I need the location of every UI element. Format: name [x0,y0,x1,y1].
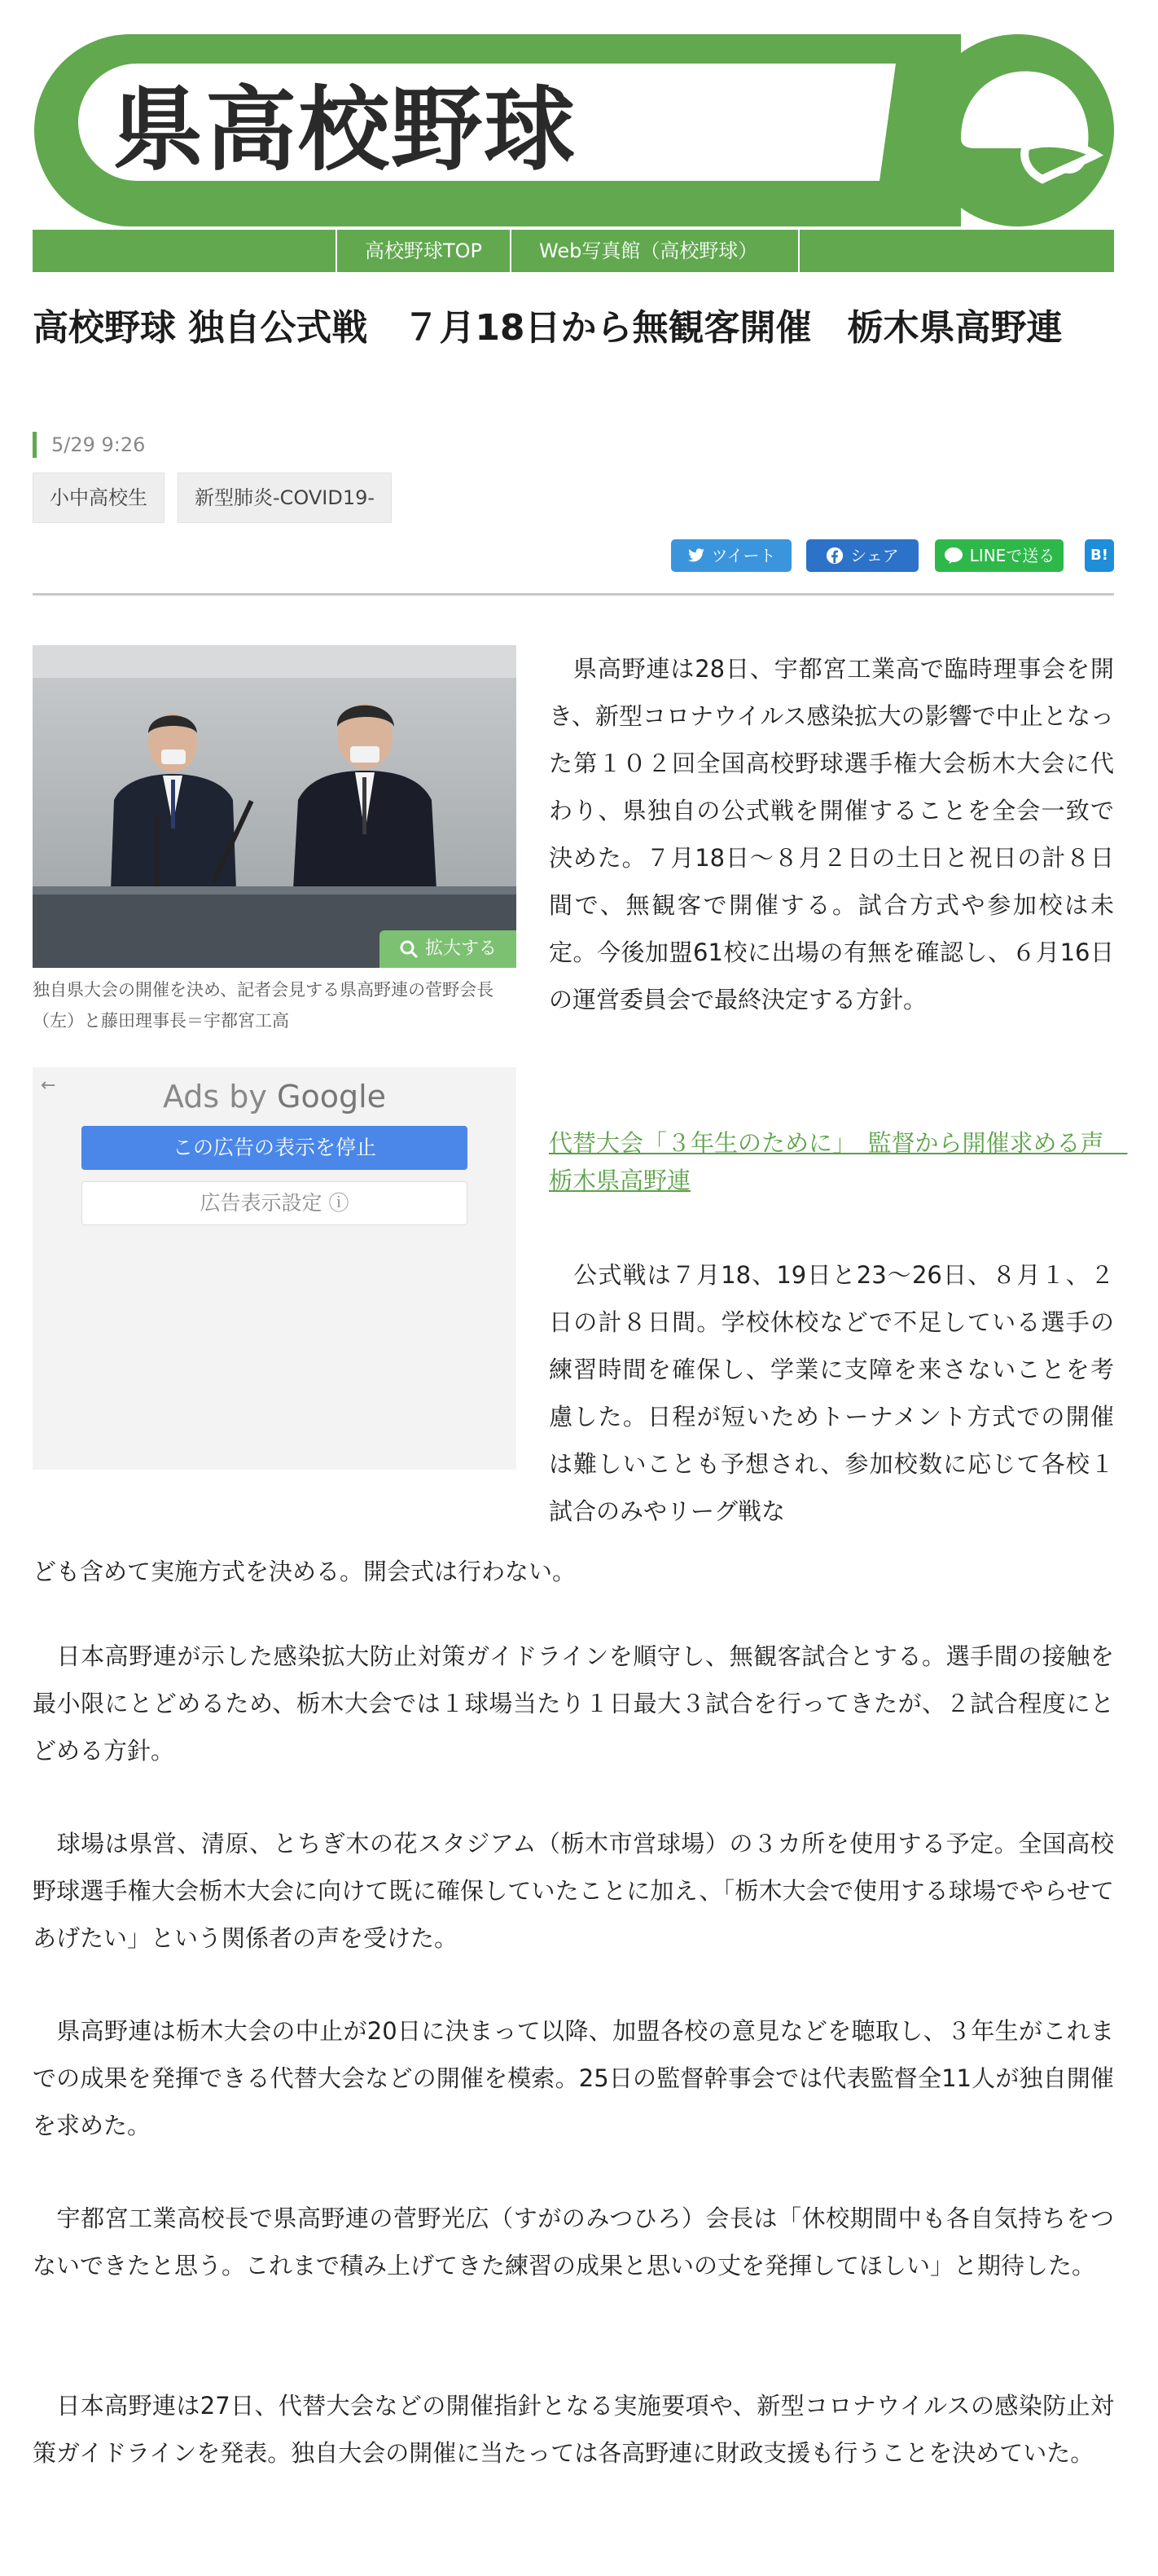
paragraph-6: 宇都宮工業高校長で県高野連の菅野光広（すがのみつひろ）会長は「休校期間中も各自気持ちをつないできたと思う。これまで積み上げてきた練習の成果と思いの丈を発揮してほしい」と期待した。 [33,2205,1114,2279]
header-divider [33,593,1114,596]
zoom-label: 拡大する [424,939,497,959]
paragraph-5: 県高野連は栃木大会の中止が20日に決まって以降、加盟各校の意見などを聴取し、３年生がこれまでの成果を発揮できる代替大会などの開催を模索。25日の監督幹事会では代表監督全11人が独自開催を求めた。 [33,2017,1114,2139]
paragraph-7: 日本高野連は27日、代替大会などの開催指針となる実施要項や、新型コロナウイルスの感染防止対策ガイドラインを発表。独自大会の開催に当たっては各高野連に財政支援も行うことを決めていた。 [33,2392,1114,2467]
ad-settings-button[interactable]: 広告表示設定 ⓘ [81,1181,467,1225]
tag-students[interactable]: 小中高校生 [33,473,164,523]
magnifier-icon [399,939,419,959]
tweet-button[interactable] [671,539,792,572]
paragraph-3: 日本高野連が示した感染拡大防止対策ガイドラインを順守し、無観客試合とする。選手間の接触を最小限にとどめるため、栃木大会では１球場当たり１日最大３試合を行ってきたが、２試合程度にとどめる方針。 [33,1642,1114,1765]
line-share-label: LINEで送る [969,546,1055,565]
ads-by-text: Ads by [162,1079,267,1114]
line-icon [944,547,963,565]
ads-by-google-label [33,1079,516,1114]
twitter-icon [687,548,705,563]
paragraph-2-continued: ども含めて実施方式を決める。開会式は行わない。 [33,1558,577,1585]
google-text: Google [277,1079,387,1114]
zoom-button[interactable] [379,930,516,968]
article-date: 5/29 9:26 [33,432,145,458]
article-photo[interactable] [33,645,516,968]
tag-covid19[interactable]: 新型肺炎-COVID19- [178,473,392,523]
back-arrow-icon[interactable]: ← [41,1075,56,1096]
facebook-icon [826,547,844,565]
paragraph-1: 県高野連は28日、宇都宮工業高で臨時理事会を開き、新型コロナウイルス感染拡大の影響で中止となった第１０２回全国高校野球選手権大会栃木大会に代わり、県独自の公式戦を開催することを全会一致で決めた。７月18日～８月２日の土日と祝日の計８日間で、無観客で開催する。試合方式や参加校は未定。今後加盟61校に出場の有無を確認し、６月16日の運営委員会で最終決定する方針。 [549,655,1114,1013]
nav-item-top[interactable]: 高校野球TOP [336,230,510,272]
google-ad-panel [33,1067,516,1470]
photo-caption: 独自県大会の開催を決め、記者会見する県高野連の菅野会長（左）と藤田理事長＝宇都宮工高 [33,980,494,1031]
section-title: 県高校野球 [112,77,577,183]
tweet-label: ツイート [711,546,776,565]
press-conference-image [33,645,516,968]
hatena-bookmark-button[interactable]: B! [1085,539,1114,572]
section-nav [33,230,1114,272]
related-article-link[interactable]: 代替大会「３年生のために」 監督から開催求める声 栃木県高野連 [549,1129,1128,1194]
nav-item-photo-gallery[interactable]: Web写真館（高校野球） [510,230,800,272]
article-headline: 高校野球 独自公式戦 ７月18日から無観客開催 栃木県高野連 [33,307,1063,349]
line-share-button[interactable] [935,539,1064,572]
paragraph-2: 公式戦は７月18、19日と23～26日、８月１、２日の計８日間。学校休校などで不足している選手の練習時間を確保し、学業に支障を来さないことを考慮した。日程が短いためトーナメント方式での開催は難しいことも予想され、参加校数に応じて各校１試合のみやリーグ戦な [549,1261,1114,1525]
paragraph-4: 球場は県営、清原、とちぎ木の花スタジアム（栃木市営球場）の３カ所を使用する予定。全国高校野球選手権大会栃木大会に向けて既に確保していたことに加え、「栃木大会で使用する球場でやらせてあげたい」という関係者の声を受けた。 [33,1830,1114,1952]
stop-ad-button[interactable]: この広告の表示を停止 [81,1126,467,1170]
facebook-share-label: シェア [850,546,899,565]
facebook-share-button[interactable] [806,539,919,572]
section-banner[interactable] [33,33,1114,228]
baseball-cap-icon [928,41,1108,220]
